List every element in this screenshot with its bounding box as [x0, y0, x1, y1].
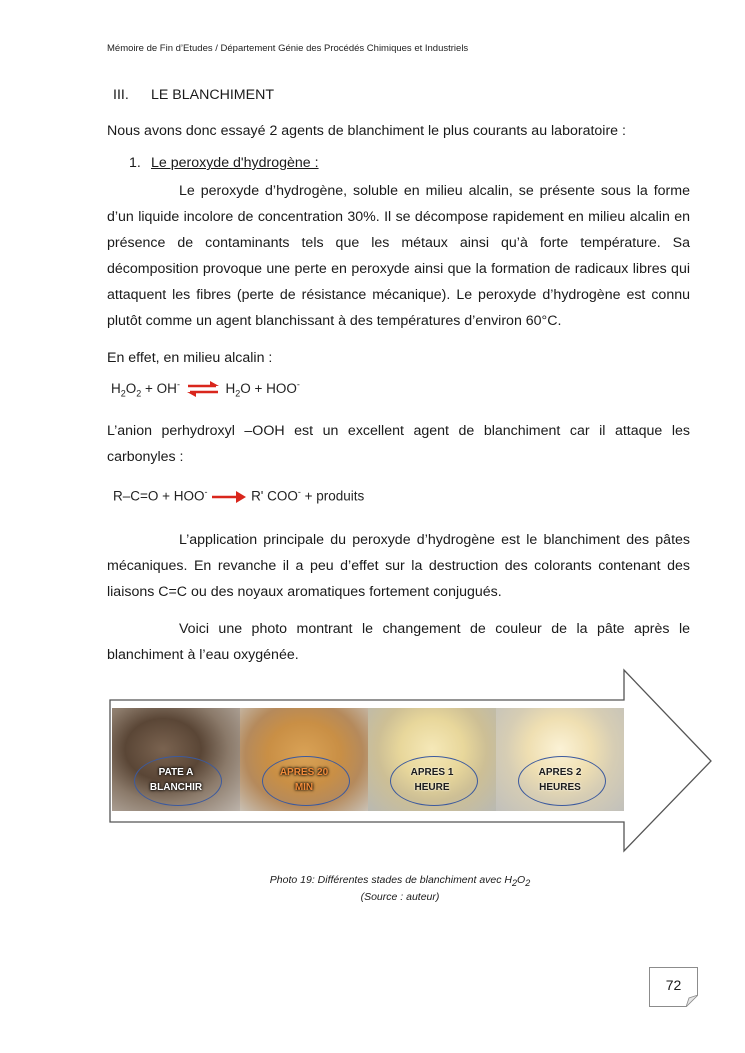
caption-source: (Source : auteur)	[360, 891, 440, 904]
subsection-heading	[129, 155, 319, 171]
paragraph-perhydroxyl: L’anion perhydroxyl –OOH est un excellent agent de blanchiment car il attaque les carbonyles :	[107, 423, 690, 465]
equation-right-b: + produits	[300, 488, 365, 504]
equation-equilibrium: $H_2O_2 + OH^-$ $H_2O + HOO^-$	[111, 379, 300, 399]
effect-line: En effet, en milieu alcalin :	[107, 350, 273, 366]
photo-stage-2	[240, 708, 368, 811]
bleaching-photo-strip	[112, 708, 624, 811]
paragraph-application	[107, 527, 690, 605]
photo-label-1: PATE A BLANCHIR	[149, 767, 203, 793]
photo-label-2: APRES 20 MIN	[279, 767, 329, 793]
photo-stage-3	[368, 708, 496, 811]
subsection-number: 1.	[129, 155, 141, 171]
paragraph-photo-intro	[107, 616, 690, 668]
caption-line1: Photo 19: Différentes stades de blanchiment avec H	[269, 874, 513, 886]
equation-carbonyl: R–C=O + HOO- R' COO- + produits	[113, 487, 365, 504]
section-number: III.	[113, 87, 129, 103]
photo-label-4: APRES 2 HEURES	[538, 767, 582, 793]
equation-right-a: R' COO	[251, 488, 298, 504]
equation-left: R–C=O + HOO	[113, 488, 205, 504]
section-title: LE BLANCHIMENT	[151, 87, 274, 103]
photo-label-3: APRES 1 HEURE	[410, 767, 454, 793]
equilibrium-arrow-icon	[186, 381, 220, 397]
paragraph-application-text: L’application principale du peroxyde d’hydrogène est le blanchiment des pâtes mécaniques. En revanche il a peu d’effet sur la destruction des colorants contenant des liaisons C=C ou des noyaux aromatiques fortement conjugués.	[107, 532, 690, 600]
paragraph-peroxide-text: Le peroxyde d’hydrogène, soluble en milieu alcalin, se présente sous la forme d’un liquide incolore de concentration 30%. Il se décompose rapidement en milieu alcalin en présence de contaminants tels que les métaux ainsi qu’à forte température. Sa décomposition provoque une perte en peroxyde ainsi que la formation de radicaux libres qui attaquent les fibres (perte de résistance mécanique). Le peroxyde d’hydrogène est connu plutôt comme un agent blanchissant à des températures d’environ 60°C.	[107, 183, 690, 329]
photo-stage-1	[112, 708, 240, 811]
subsection-title: Le peroxyde d'hydrogène :	[151, 155, 319, 171]
page-number: 72	[665, 977, 682, 993]
page-curl-icon	[686, 995, 698, 1007]
section-heading	[113, 87, 274, 103]
figure-caption: Photo 19: Différentes stades de blanchiment avec $H_2O_2$ (Source : auteur)	[200, 873, 600, 904]
photo-stage-4	[496, 708, 624, 811]
paragraph-photo-intro-text: Voici une photo montrant le changement de couleur de la pâte après le blanchiment à l’eau oxygénée.	[107, 621, 690, 663]
intro-paragraph: Nous avons donc essayé 2 agents de blanchiment le plus courants au laboratoire :	[107, 123, 626, 139]
page-header: Mémoire de Fin d’Etudes / Département Génie des Procédés Chimiques et Industriels	[107, 43, 469, 54]
paragraph-peroxide	[107, 178, 690, 334]
page-number-box	[649, 967, 698, 1007]
reaction-arrow-icon	[212, 491, 246, 503]
